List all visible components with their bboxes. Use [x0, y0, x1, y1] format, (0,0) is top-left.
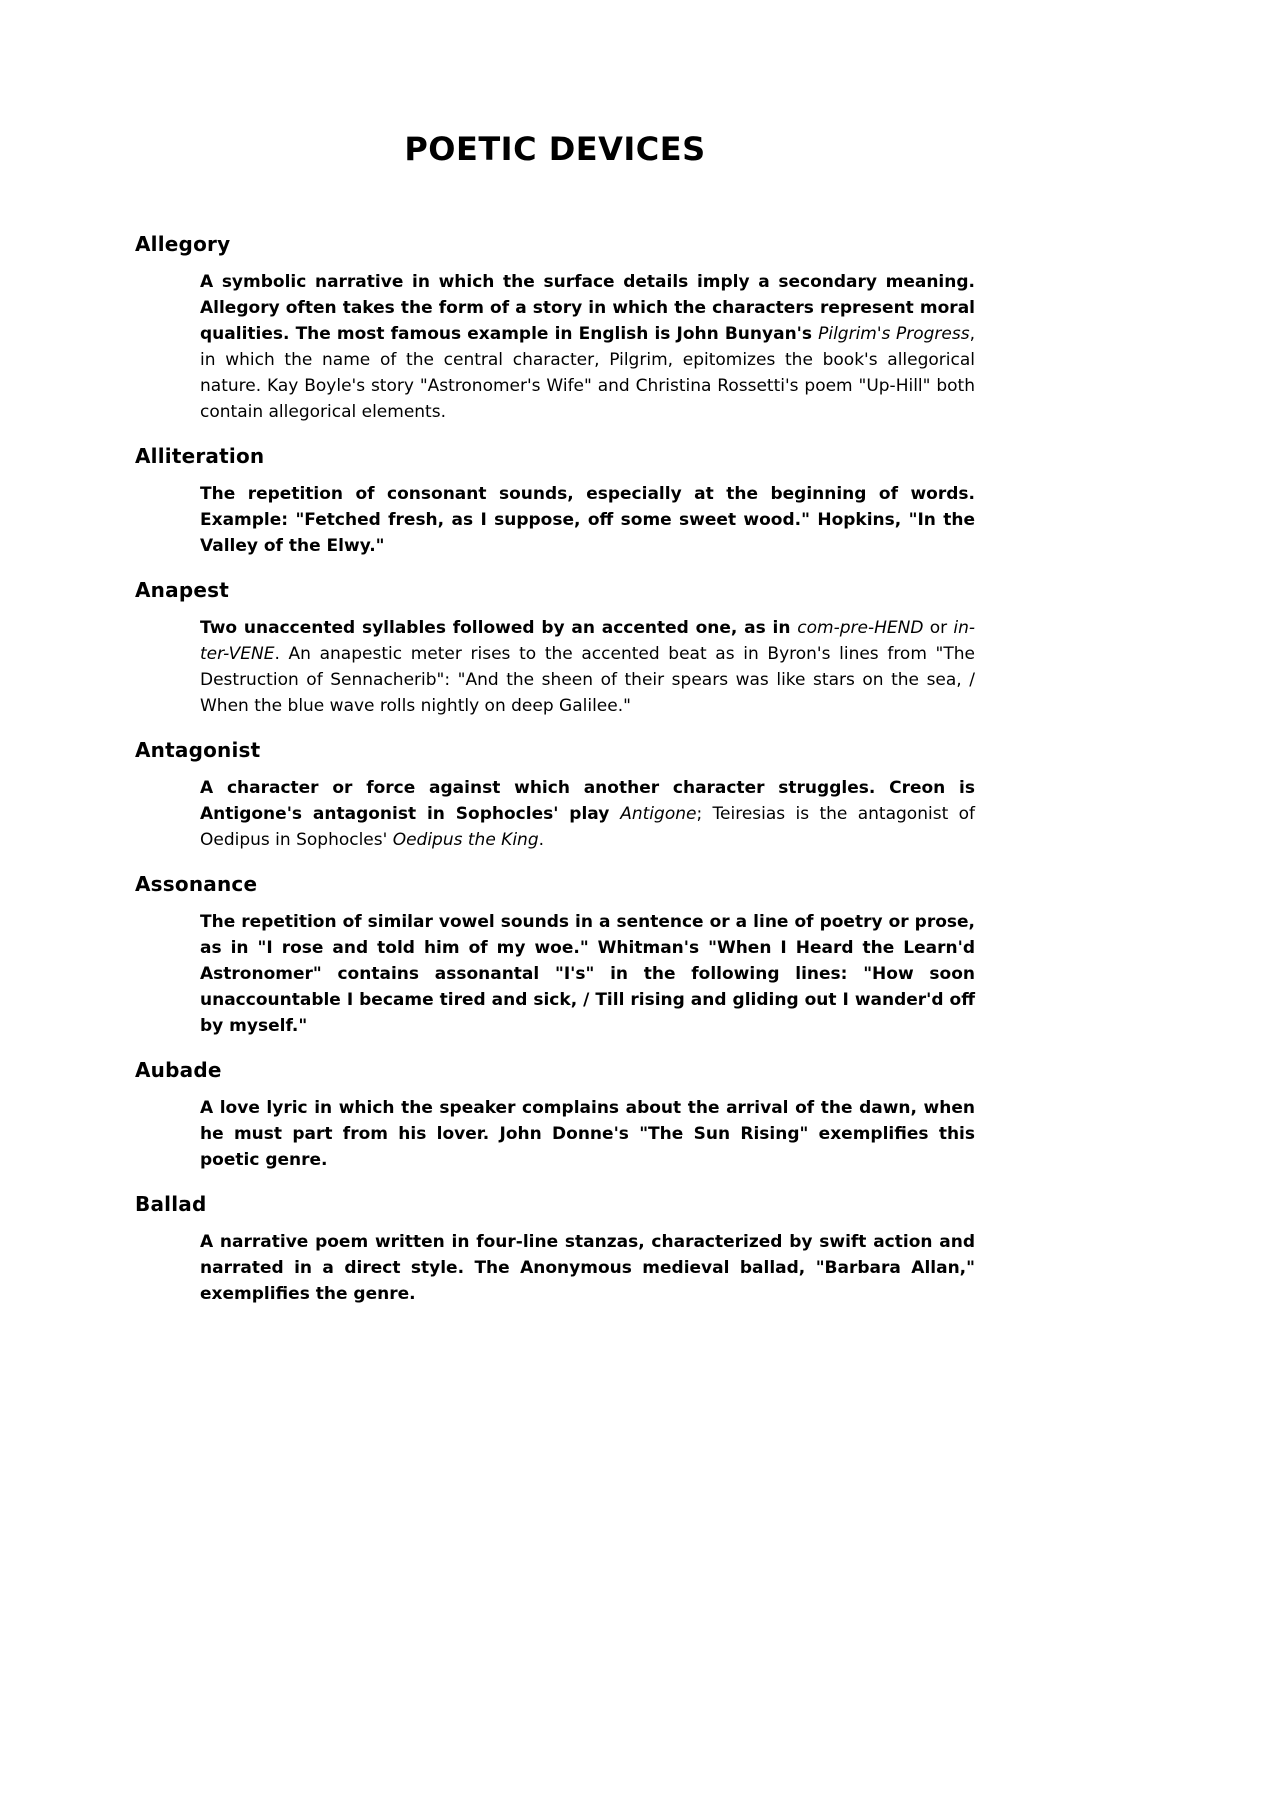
definition-segment: A love lyric in which the speaker complains about the arrival of the dawn, when he must part from his lover. John Donne's "The Sun Rising" exemplifies this poetic genre. — [200, 1098, 975, 1170]
definition-segment: Oedipus the King — [392, 830, 539, 850]
definition-segment: in-ter-VENE — [200, 618, 975, 664]
term-heading: Aubade — [135, 1058, 222, 1082]
term-definition — [135, 269, 975, 425]
term-heading: Ballad — [135, 1192, 207, 1216]
definition-segment: The repetition of consonant sounds, especially at the beginning of words. Example: "Fetched fresh, as I suppose, off some sweet wood." Hopkins, "In the Valley of the Elwy." — [200, 484, 975, 556]
definition-segment: . — [538, 830, 545, 850]
definition-segment: or — [923, 618, 954, 638]
definition-entry — [135, 1058, 975, 1173]
definition-segment: com-pre-HEND — [797, 618, 924, 638]
definition-segment: The repetition of similar vowel sounds in a sentence or a line of poetry or prose, as in "I rose and told him of my woe." Whitman's "When I Heard the Learn'd Astronomer" contains assonantal "I's" in the following lines: "How soon unaccountable I became tired and sick, / Till rising and gliding out I wander'd off by myself." — [200, 912, 975, 1036]
definitions-list — [135, 232, 975, 1307]
definition-entry — [135, 578, 975, 719]
term-definition — [135, 481, 975, 559]
definition-segment: Pilgrim's Progress — [818, 324, 970, 344]
definition-segment: Two unaccented syllables followed by an accented one, as in — [200, 618, 798, 638]
term-heading: Alliteration — [135, 444, 265, 468]
definition-entry — [135, 1192, 975, 1307]
term-heading: Anapest — [135, 578, 229, 602]
definition-segment: A symbolic narrative in which the surface details imply a secondary meaning. Allegory often takes the form of a story in which the characters represent moral qualities. The most famous example in English is John Bunyan's — [200, 272, 975, 344]
definition-entry — [135, 444, 975, 559]
term-definition — [135, 775, 975, 853]
definition-segment: A narrative poem written in four-line stanzas, characterized by swift action and narrated in a direct style. The Anonymous medieval ballad, "Barbara Allan," exemplifies the genre. — [200, 1232, 975, 1304]
term-heading: Allegory — [135, 232, 231, 256]
definition-entry — [135, 738, 975, 853]
term-definition — [135, 615, 975, 719]
definition-segment: A character or force against which another character struggles. Creon is Antigone's antagonist in Sophocles' play — [200, 778, 975, 824]
definition-segment: , in which the name of the central character, Pilgrim, epitomizes the book's allegorical nature. Kay Boyle's story "Astronomer's Wife" and Christina Rossetti's poem "Up-Hill" both contain allegorical elements. — [200, 324, 975, 422]
term-heading: Antagonist — [135, 738, 261, 762]
term-definition — [135, 1229, 975, 1307]
page-title: POETIC DEVICES — [404, 130, 706, 168]
definition-segment: . An anapestic meter rises to the accented beat as in Byron's lines from "The Destruction of Sennacherib": "And the sheen of their spears was like stars on the sea, / When the blue wave rolls nightly on deep Galilee." — [200, 644, 975, 716]
definition-entry — [135, 872, 975, 1039]
definition-segment: ; Teiresias is the antagonist of Oedipus in Sophocles' — [200, 804, 975, 850]
term-heading: Assonance — [135, 872, 258, 896]
term-definition — [135, 1095, 975, 1173]
definition-segment: Antigone — [620, 804, 697, 824]
definition-entry — [135, 232, 975, 425]
term-definition — [135, 909, 975, 1039]
